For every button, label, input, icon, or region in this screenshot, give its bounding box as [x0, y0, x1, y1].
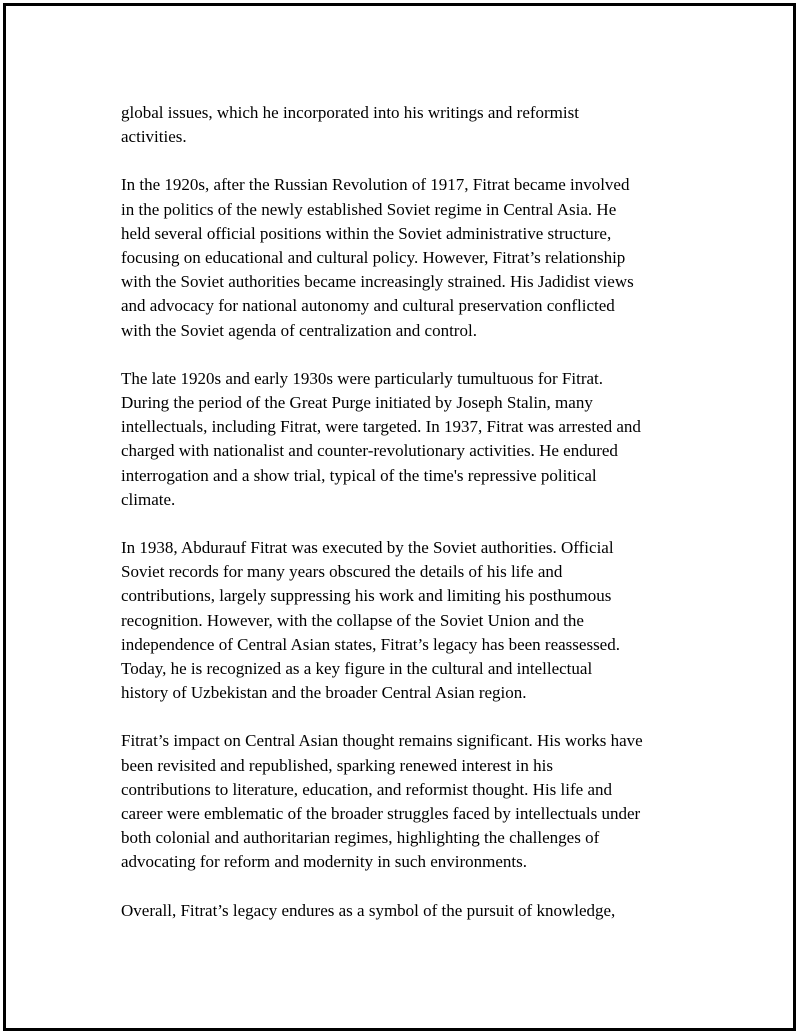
page-frame — [3, 3, 796, 1031]
paragraph-soviet-politics: In the 1920s, after the Russian Revolution of 1917, Fitrat became involved in the politics of the newly established Soviet regime in Central Asia. He held several official positions within the Soviet administrative structure, focusing on educational and cultural policy. However, Fitrat’s relationship with the Soviet authorities became increasingly strained. His Jadidist views and advocacy for national autonomy and cultural preservation conflicted with the Soviet agenda of centralization and control. — [121, 175, 634, 340]
page-body — [121, 101, 701, 947]
paragraph-legacy: Overall, Fitrat’s legacy endures as a symbol of the pursuit of knowledge, — [121, 900, 616, 920]
paragraph-continuation: global issues, which he incorporated into his writings and reformist activities. — [121, 103, 579, 147]
paragraph-great-purge: The late 1920s and early 1930s were particularly tumultuous for Fitrat. During the period of the Great Purge initiated by Joseph Stalin, many intellectuals, including Fitrat, were targeted. In 1937, Fitrat was arrested and charged with nationalist and counter-revolutionary activities. He endured interrogation and a show trial, typical of the time's repressive political climate. — [121, 368, 641, 509]
paragraph-execution: In 1938, Abdurauf Fitrat was executed by the Soviet authorities. Official Soviet records for many years obscured the details of his life and contributions, largely suppressing his work and limiting his posthumous recognition. However, with the collapse of the Soviet Union and the independence of Central Asian states, Fitrat’s legacy has been reassessed. Today, he is recognized as a key figure in the cultural and intellectual history of Uzbekistan and the broader Central Asian region. — [121, 538, 620, 703]
paragraph-impact: Fitrat’s impact on Central Asian thought remains significant. His works have been revisited and republished, sparking renewed interest in his contributions to literature, education, and reformist thought. His life and career were emblematic of the broader struggles faced by intellectuals under both colonial and authoritarian regimes, highlighting the challenges of advocating for reform and modernity in such environments. — [121, 731, 643, 872]
